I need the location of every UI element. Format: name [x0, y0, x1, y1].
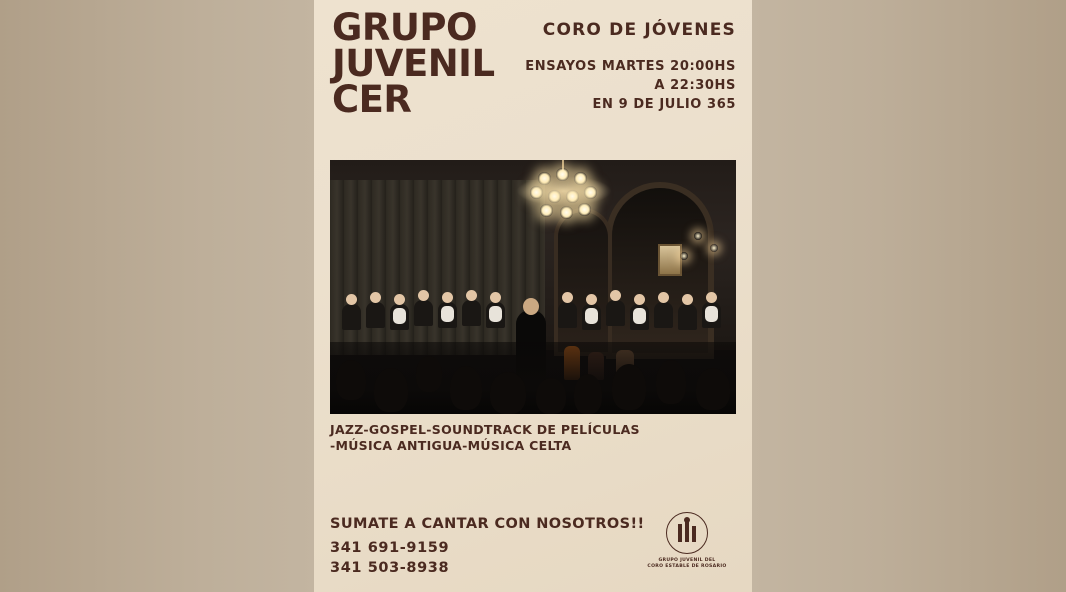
photo-conductor-head	[523, 298, 539, 315]
poster	[314, 0, 752, 592]
genres-line-2: -MÚSICA ANTIGUA-MÚSICA CELTA	[330, 438, 572, 453]
title-line-3: CER	[332, 78, 412, 121]
backdrop-left	[0, 0, 314, 592]
genres-line-1: JAZZ-GOSPEL-SOUNDTRACK DE PELÍCULAS	[330, 422, 640, 437]
poster-title	[332, 6, 512, 121]
schedule-line-3: EN 9 DE JULIO 365	[592, 97, 736, 112]
poster-header-right	[506, 20, 736, 114]
photo-sconce-3	[680, 252, 688, 260]
phone-number-2[interactable]: 341 503-8938	[330, 560, 450, 576]
photo-wall-portrait	[660, 246, 680, 274]
chandelier-icon	[508, 160, 618, 228]
title-line-2: JUVENIL	[332, 42, 495, 85]
choir-photo	[330, 160, 736, 414]
schedule-line-1: ENSAYOS MARTES 20:00HS	[525, 59, 736, 74]
call-to-action	[330, 516, 660, 578]
phone-number-1[interactable]: 341 691-9159	[330, 540, 450, 556]
logo-caption-2: CORO ESTABLE DE ROSARIO	[647, 564, 727, 569]
genres-text	[330, 422, 730, 454]
cta-heading: SUMATE A CANTAR CON NOSOTROS!!	[330, 516, 645, 532]
photo-audience	[330, 342, 736, 414]
choir-logo	[644, 512, 730, 570]
poster-subtitle: CORO DE JÓVENES	[542, 20, 736, 40]
photo-sconce-2	[710, 244, 718, 252]
photo-sconce-1	[694, 232, 702, 240]
schedule-line-2: A 22:30HS	[654, 78, 736, 93]
title-line-1: GRUPO	[332, 6, 477, 49]
backdrop-right	[752, 0, 1066, 592]
choir-badge-icon	[666, 512, 708, 554]
logo-caption-1: GRUPO JUVENIL DEL	[658, 558, 716, 563]
